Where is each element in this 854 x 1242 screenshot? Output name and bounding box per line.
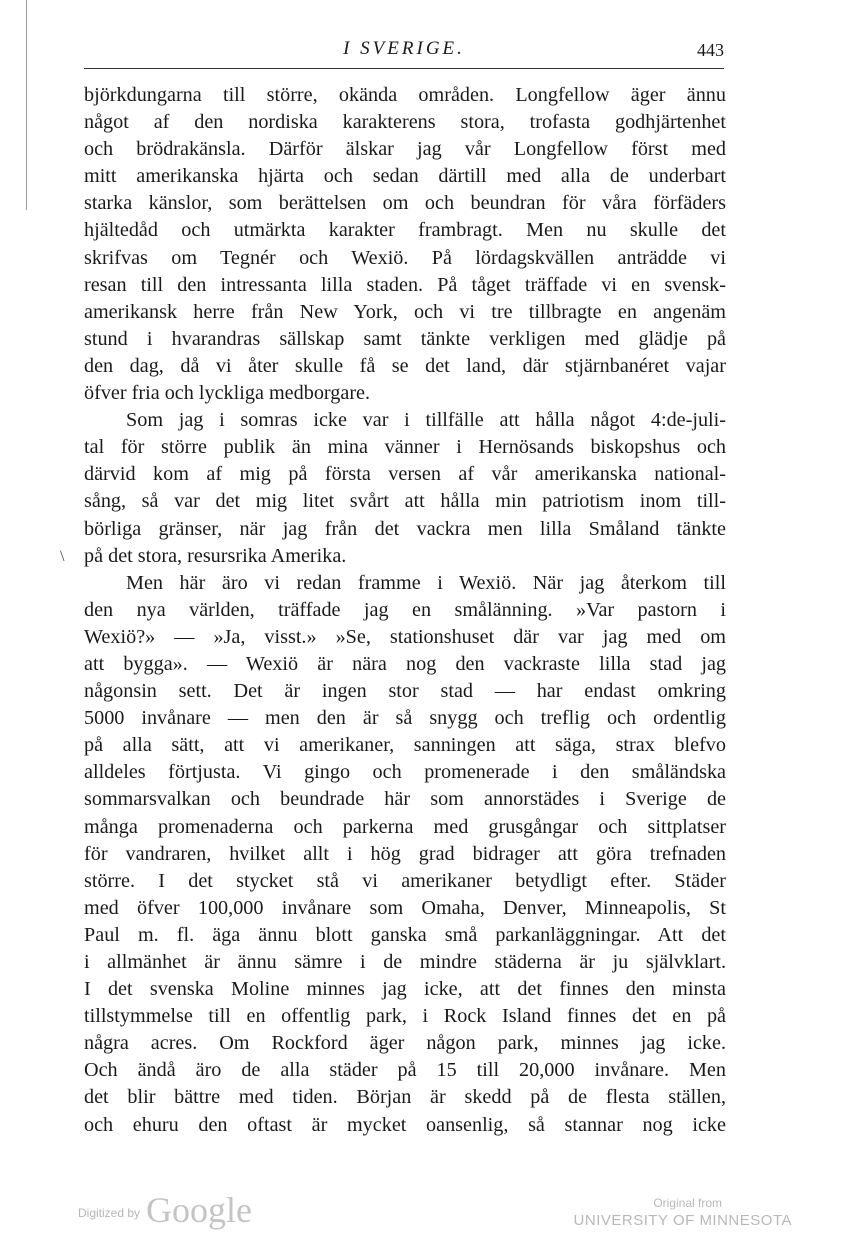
text-line: på det stora, resursrika Amerika. (84, 544, 347, 567)
text-line: Men här äro vi redan framme i Wexiö. När jag återkom till (126, 571, 726, 594)
text-line: i allmänhet är ännu sämre i de mindre städerna är ju självklart. (84, 951, 726, 973)
text-line: amerikansk herre från New York, och vi tre tillbragte en angenäm (84, 300, 726, 323)
text-line: tal för större publik än mina vänner i Hernösands biskopshus och (84, 436, 726, 459)
text-line: därvid kom af mig på första versen af vår amerikanska national- (84, 463, 726, 486)
text-line: 5000 invånare — men den är så snygg och treflig och ordentlig (84, 707, 726, 730)
digitized-label: Digitized by (78, 1206, 141, 1220)
text-line: och brödrakänsla. Därför älskar jag vår Longfellow först med (84, 138, 726, 161)
text-line: Paul m. fl. äga ännu blott ganska små parkanläggningar. Att det (84, 923, 726, 946)
text-line: sång, så var det mig litet svårt att hålla min patriotism inom till- (84, 490, 726, 513)
body-text (84, 82, 726, 1139)
text-line: större. I det stycket stå vi amerikaner betydligt efter. Städer (84, 869, 726, 892)
header-rule (84, 68, 724, 69)
original-label: Original from (653, 1196, 722, 1210)
text-line: tillstymmelse till en offentlig park, i Rock Island finnes det en på (84, 1005, 726, 1028)
text-line: öfver fria och lyckliga medborgare. (84, 382, 371, 405)
institution-name: UNIVERSITY OF MINNESOTA (573, 1212, 792, 1229)
text-line: några acres. Om Rockford äger någon park, minnes jag icke. (84, 1032, 726, 1055)
text-line: att bygga». — Wexiö är nära nog den vackraste lilla stad jag (84, 652, 726, 675)
page-number: 443 (697, 40, 724, 60)
text-line: sommarsvalkan och beundrade här som annorstädes i Sverige de (84, 788, 726, 811)
text-line: det blir bättre med tiden. Början är skedd på de flesta ställen, (84, 1086, 726, 1109)
digitized-by-google (78, 1188, 252, 1228)
text-line: och ehuru den oftast är mycket oansenlig, så stannar nog icke (84, 1113, 726, 1136)
text-line: Och ändå äro de alla städer på 15 till 20,000 invånare. Men (84, 1059, 726, 1082)
text-line: mitt amerikanska hjärta och sedan därtill med alla de underbart (84, 165, 726, 188)
text-line: Som jag i somras icke var i tillfälle att hålla något 4:de-juli- (126, 409, 726, 432)
text-line: den dag, då vi åter skulle få se det land, där stjärnbanéret vajar (84, 354, 726, 377)
text-line: den nya världen, träffade jag en smålänning. »Var pastorn i (84, 598, 726, 621)
text-line: någonsin sett. Det är ingen stor stad — har endast omkring (84, 680, 726, 703)
running-header (84, 38, 724, 68)
original-source (574, 1196, 792, 1229)
text-line: skrifvas om Tegnér och Wexiö. På lördagskvällen anträdde vi (84, 246, 726, 269)
text-line: starka känslor, som berättelsen om och beundran för våra förfäders (84, 192, 726, 215)
text-line: börliga gränser, när jag från det vackra men lilla Småland tänkte (84, 517, 726, 540)
text-line: stund i hvarandras sällskap samt tänkte verkligen med glädje på (84, 327, 726, 350)
text-line: hjältedåd och utmärkta karakter frambragt. Men nu skulle det (84, 219, 726, 242)
text-line: resan till den intressanta lilla staden. På tåget träffade vi en svensk- (84, 273, 726, 296)
text-line: med öfver 100,000 invånare som Omaha, Denver, Minneapolis, St (84, 896, 726, 919)
page-edge-line (26, 0, 27, 210)
running-title: I SVERIGE. (343, 38, 465, 59)
text-line: I det svenska Moline minnes jag icke, att det finnes den minsta (84, 978, 726, 1001)
text-line: Wexiö?» — »Ja, visst.» »Se, stationshuset där var jag med om (84, 625, 726, 648)
text-line: många promenaderna och parkerna med grusgångar och sittplatser (84, 815, 726, 838)
text-line: björkdungarna till större, okända områden. Longfellow äger ännu (84, 84, 726, 106)
text-line: något af den nordiska karakterens stora, trofasta godhjärtenhet (84, 111, 726, 134)
google-logo: Google (146, 1190, 253, 1230)
margin-mark: \ (60, 548, 65, 565)
text-line: på alla sätt, att vi amerikaner, sanningen att säga, strax blefvo (84, 734, 726, 757)
text-line: för vandraren, hvilket allt i hög grad bidrager att göra trefnaden (84, 842, 726, 865)
text-line: alldeles förtjusta. Vi gingo och promenerade i den småländska (84, 761, 726, 784)
